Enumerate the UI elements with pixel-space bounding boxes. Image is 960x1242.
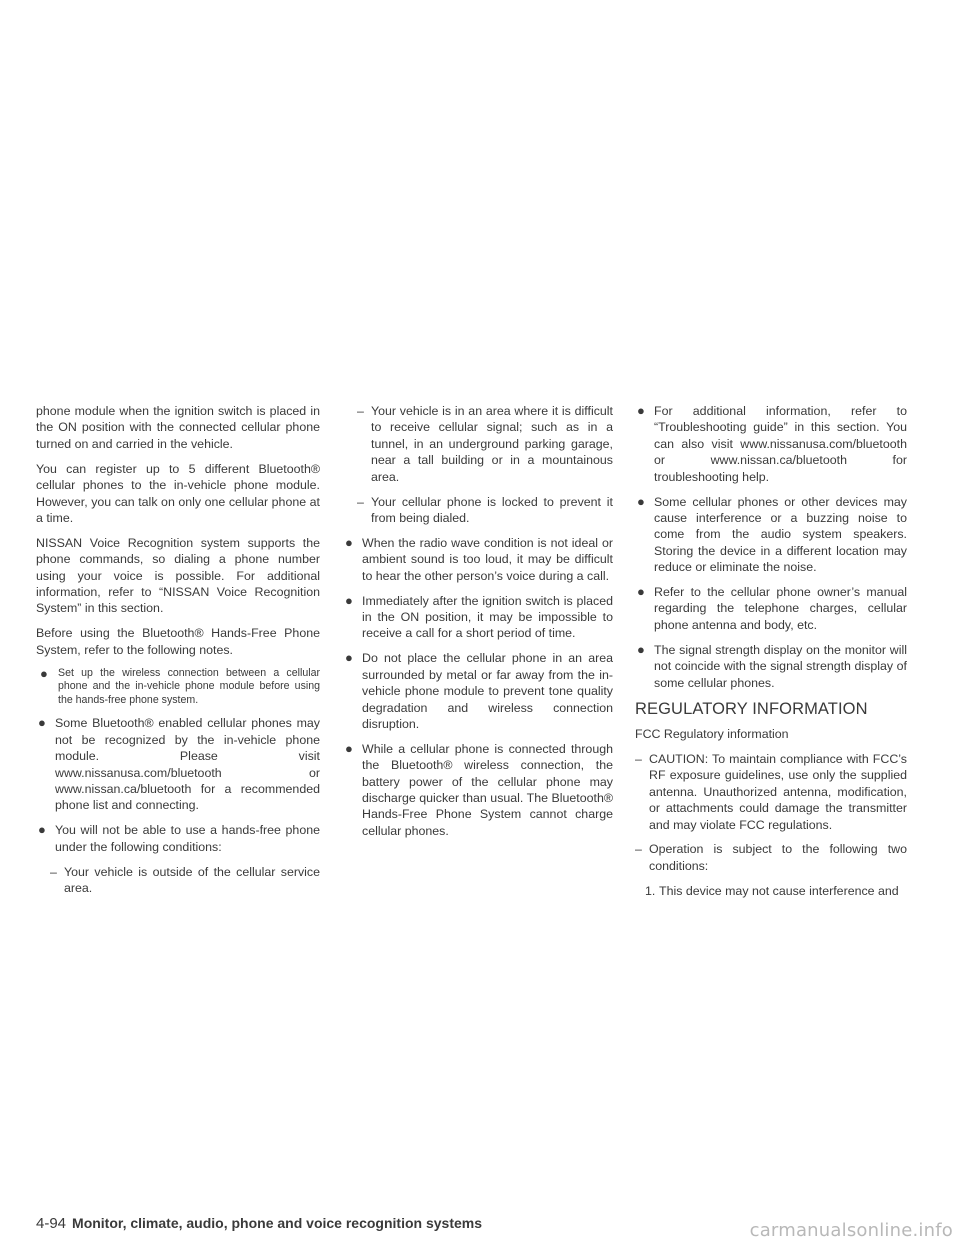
bullet-icon: ● xyxy=(38,715,46,731)
bullet-item xyxy=(36,715,320,813)
bullet-icon: ● xyxy=(38,822,46,838)
bullet-item xyxy=(343,741,613,839)
section-heading: REGULATORY INFORMATION xyxy=(635,700,868,718)
numbered-text: This device may not cause interference and xyxy=(659,883,899,898)
dash-item xyxy=(635,751,907,833)
bullet-item xyxy=(343,650,613,732)
bullet-icon: ● xyxy=(40,665,48,681)
footer-title: Monitor, climate, audio, phone and voice recognition systems xyxy=(72,1215,482,1231)
bullet-item xyxy=(635,642,907,691)
text-column-3 xyxy=(635,403,907,899)
bullet-text: For additional information, refer to “Troubleshooting guide” in this section. You can also visit www.nissanusa.com/bluetooth or www.nissan.ca/bluetooth for troubleshooting help. xyxy=(654,404,907,484)
bullet-text: Refer to the cellular phone owner’s manual regarding the telephone charges, cellular phone antenna and body, etc. xyxy=(654,585,907,632)
page-footer xyxy=(36,1215,482,1232)
bullet-icon: ● xyxy=(345,650,353,666)
dash-icon: – xyxy=(357,494,364,509)
bullet-item xyxy=(36,822,320,855)
page-number: 4-94 xyxy=(36,1215,67,1232)
paragraph: NISSAN Voice Recognition system supports the phone commands, so dialing a phone number using your voice is possible. For additional information, refer to “NISSAN Voice Recognition System” in this section. xyxy=(36,535,320,616)
bullet-text: Some Bluetooth® enabled cellular phones may not be recognized by the in-vehicle phone module. Please visit www.nissanusa.com/bluetooth or www.nissan.ca/bluetooth for a recommended phone list and connecting. xyxy=(55,716,320,813)
bullet-item xyxy=(36,667,320,707)
bullet-icon: ● xyxy=(345,592,353,608)
dash-item xyxy=(343,494,613,527)
bullet-icon: ● xyxy=(345,534,353,550)
bullet-text: Set up the wireless connection between a cellular phone and the in-vehicle phone module before using the hands-free phone system. xyxy=(58,666,320,706)
bullet-icon: ● xyxy=(637,403,645,418)
bullet-text: The signal strength display on the monitor will not coincide with the signal strength display of some cellular phones. xyxy=(654,642,907,690)
dash-icon: – xyxy=(635,842,642,857)
bullet-text: Immediately after the ignition switch is placed in the ON position, it may be impossible to receive a call for a short period of time. xyxy=(362,593,613,641)
bullet-item xyxy=(635,494,907,576)
item-number: 1. xyxy=(645,883,656,898)
bullet-icon: ● xyxy=(345,740,353,756)
numbered-item xyxy=(635,883,907,899)
bullet-text: Some cellular phones or other devices may cause interference or a buzzing noise to come from the audio system speakers. Storing the device in a different location may reduce or eliminate the noise. xyxy=(654,494,907,575)
bullet-item xyxy=(635,584,907,633)
bullet-item xyxy=(343,593,613,642)
watermark: carmanualsonline.info xyxy=(749,1220,953,1241)
paragraph: Before using the Bluetooth® Hands-Free Phone System, refer to the following notes. xyxy=(36,626,320,657)
dash-text: Your cellular phone is locked to prevent it from being dialed. xyxy=(371,494,613,525)
dash-text: Your vehicle is outside of the cellular service area. xyxy=(64,864,320,896)
bullet-text: Do not place the cellular phone in an area surrounded by metal or far away from the in-vehicle phone module to prevent tone quality degradation and wireless connection disruption. xyxy=(362,651,613,731)
text-column-1 xyxy=(36,403,320,905)
bullet-item xyxy=(635,403,907,485)
dash-text: CAUTION: To maintain compliance with FCC’s RF exposure guidelines, use only the supplied antenna. Unauthorized antenna, modification, or attachments could damage the transmitter and may violate FCC regulations. xyxy=(649,751,907,832)
paragraph: You can register up to 5 different Bluetooth® cellular phones to the in-vehicle phone module. However, you can talk on only one cellular phone at a time. xyxy=(36,461,320,525)
bullet-text: When the radio wave condition is not ideal or ambient sound is too loud, it may be difficult to hear the other person’s voice during a call. xyxy=(362,535,613,583)
dash-icon: – xyxy=(357,404,364,418)
bullet-icon: ● xyxy=(637,641,645,657)
paragraph: FCC Regulatory information xyxy=(635,727,789,741)
bullet-item xyxy=(343,535,613,584)
paragraph: phone module when the ignition switch is placed in the ON position with the connected cellular phone turned on and carried in the vehicle. xyxy=(36,404,320,451)
bullet-icon: ● xyxy=(637,493,645,509)
dash-item xyxy=(343,403,613,485)
dash-icon: – xyxy=(635,751,642,766)
dash-icon: – xyxy=(50,864,57,879)
dash-text: Your vehicle is in an area where it is difficult to receive cellular signal; such as in a tunnel, in an underground parking garage, near a tall building or in a mountainous area. xyxy=(371,404,613,484)
bullet-text: You will not be able to use a hands-free phone under the following conditions: xyxy=(55,823,320,854)
bullet-text: While a cellular phone is connected through the Bluetooth® wireless connection, the battery power of the cellular phone may discharge quicker than usual. The Bluetooth® Hands-Free Phone System cannot charge cellular phones. xyxy=(362,741,613,838)
text-column-2 xyxy=(343,403,613,848)
dash-text: Operation is subject to the following two conditions: xyxy=(649,842,907,873)
bullet-icon: ● xyxy=(637,584,645,600)
dash-item xyxy=(635,841,907,874)
dash-item xyxy=(36,864,320,897)
